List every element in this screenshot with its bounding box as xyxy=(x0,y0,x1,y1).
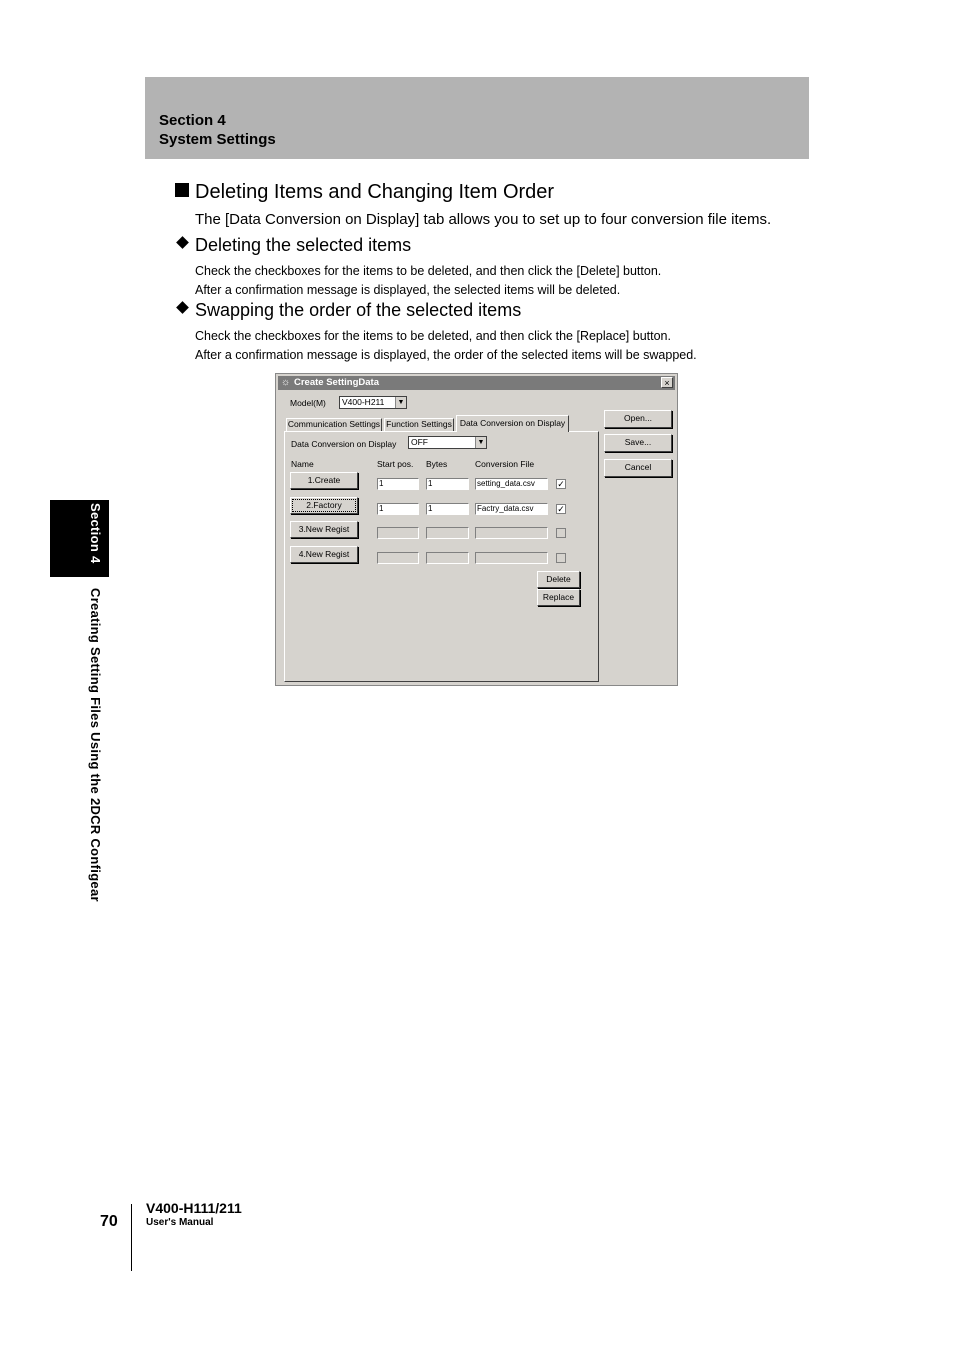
header-section-title: System Settings xyxy=(159,131,276,148)
item-button-2[interactable]: 2.Factory xyxy=(290,497,358,514)
open-button[interactable]: Open... xyxy=(604,410,672,428)
page-number: 70 xyxy=(100,1213,118,1230)
item-button-3[interactable]: 3.New Regist xyxy=(290,521,358,538)
start-pos-field[interactable] xyxy=(377,552,419,564)
conversion-file-field[interactable] xyxy=(475,552,548,564)
delete-instruction-1: Check the checkboxes for the items to be deleted, and then click the [Delete] button. xyxy=(195,264,662,278)
data-conversion-label: Data Conversion on Display xyxy=(291,439,397,449)
footer-manual: User's Manual xyxy=(146,1217,214,1228)
col-header-start: Start pos. xyxy=(377,459,414,469)
swap-instruction-1: Check the checkboxes for the items to be deleted, and then click the [Replace] button. xyxy=(195,329,671,343)
start-pos-field[interactable]: 1 xyxy=(377,503,419,515)
square-bullet-icon xyxy=(175,183,189,197)
chevron-down-icon[interactable]: ▼ xyxy=(475,437,486,448)
swap-instruction-2: After a confirmation message is displayed, the order of the selected items will be swapped. xyxy=(195,348,697,362)
bytes-field[interactable]: 1 xyxy=(426,503,469,515)
swap-subheading-text: Swapping the order of the selected items xyxy=(195,300,522,320)
model-select[interactable] xyxy=(339,396,407,409)
footer-divider xyxy=(131,1204,132,1271)
start-pos-field[interactable] xyxy=(377,527,419,539)
item-button-4[interactable]: 4.New Regist xyxy=(290,546,358,563)
item-checkbox[interactable]: ✓ xyxy=(557,504,565,514)
side-tab-section: Section 4 xyxy=(88,503,103,564)
conversion-file-field[interactable] xyxy=(475,527,548,539)
close-icon[interactable]: × xyxy=(661,377,673,388)
diamond-bullet-icon xyxy=(176,301,189,314)
replace-button[interactable]: Replace xyxy=(537,589,580,606)
chevron-down-icon[interactable]: ▼ xyxy=(395,397,406,408)
main-heading-text: Deleting Items and Changing Item Order xyxy=(195,181,555,203)
create-settingdata-dialog xyxy=(275,373,678,686)
dialog-titlebar xyxy=(278,376,675,390)
delete-instruction-2: After a confirmation message is displayed, the selected items will be deleted. xyxy=(195,283,621,297)
side-tab-title: Creating Setting Files Using the 2DCR Configear xyxy=(88,588,103,902)
app-icon: ☼ xyxy=(281,377,291,388)
diamond-bullet-icon xyxy=(176,236,189,249)
swap-subheading xyxy=(175,300,521,321)
tab-data-conversion-on-display[interactable]: Data Conversion on Display xyxy=(456,415,569,432)
intro-text: The [Data Conversion on Display] tab allows you to set up to four conversion file items. xyxy=(195,211,772,228)
conversion-file-field[interactable]: Factry_data.csv xyxy=(475,503,548,515)
item-button-1[interactable]: 1.Create xyxy=(290,472,358,489)
model-value: V400-H211 xyxy=(342,397,385,407)
col-header-bytes: Bytes xyxy=(426,459,448,469)
tab-panel xyxy=(284,431,599,682)
model-label: Model(M) xyxy=(290,398,326,408)
footer-model: V400-H111/211 xyxy=(146,1200,242,1216)
item-checkbox[interactable] xyxy=(556,528,566,538)
section-header-band xyxy=(145,77,809,159)
delete-subheading xyxy=(175,235,411,256)
delete-subheading-text: Deleting the selected items xyxy=(195,235,412,255)
main-heading xyxy=(175,181,554,204)
bytes-field[interactable] xyxy=(426,552,469,564)
col-header-file: Conversion File xyxy=(475,459,535,469)
start-pos-field[interactable]: 1 xyxy=(377,478,419,490)
col-header-name: Name xyxy=(291,459,314,469)
bytes-field[interactable]: 1 xyxy=(426,478,469,490)
item-checkbox[interactable]: ✓ xyxy=(557,479,565,489)
bytes-field[interactable] xyxy=(426,527,469,539)
tab-communication-settings[interactable]: Communication Settings xyxy=(287,419,381,429)
data-conversion-value: OFF xyxy=(411,437,428,447)
save-button[interactable]: Save... xyxy=(604,434,672,452)
cancel-button[interactable]: Cancel xyxy=(604,459,672,477)
delete-button[interactable]: Delete xyxy=(537,571,580,588)
header-section-label: Section 4 xyxy=(159,112,226,129)
dialog-title: Create SettingData xyxy=(294,377,379,388)
item-checkbox[interactable] xyxy=(556,553,566,563)
data-conversion-select[interactable] xyxy=(408,436,487,449)
conversion-file-field[interactable]: setting_data.csv xyxy=(475,478,548,490)
tab-function-settings[interactable]: Function Settings xyxy=(384,418,454,431)
